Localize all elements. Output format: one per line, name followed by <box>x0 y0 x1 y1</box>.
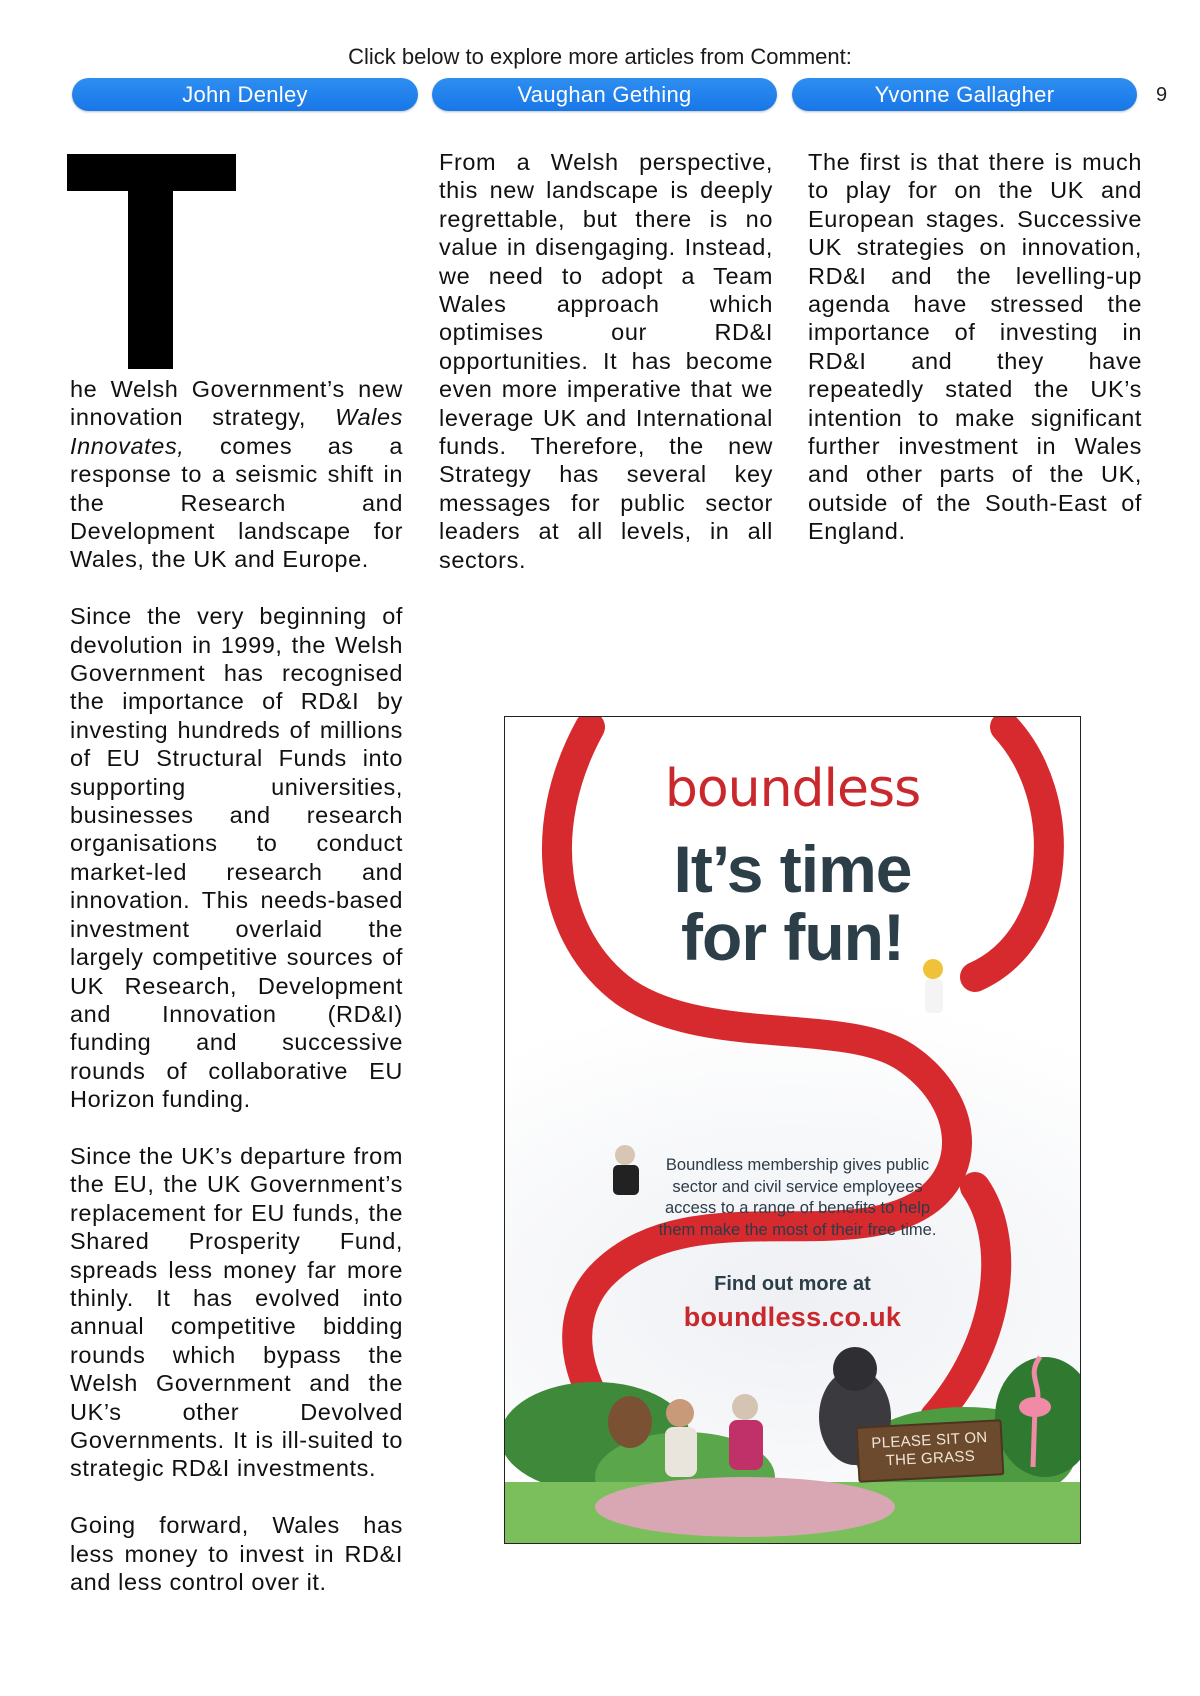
strategy-title: Wales Innovates, <box>70 404 403 459</box>
article-paragraph-3: Since the UK’s departure from the EU, the UK Government’s replacement for EU funds, the Shared Prosperity Fund, spreads less money far more thinly. It has evolved into annual competitive bidding rounds which bypass the Welsh Government and the UK’s other Devolved Governments. It is ill-suited to strategic RD&I investments. <box>70 1142 403 1482</box>
article-column-1 <box>70 375 403 1625</box>
article-paragraph-6: The first is that there is much to play for on the UK and European stages. Successive UK strategies on innovation, RD&I and the levelling-up agenda have stressed the importance of investing in RD&I and they have repeatedly stated the UK’s intention to make significant further investment in Wales and other parts of the UK, outside of the South-East of England. <box>808 149 1142 545</box>
advert-find-out: Find out more at <box>714 1273 871 1295</box>
advert-headline-line1: It’s time <box>673 832 912 906</box>
article-column-2 <box>439 148 773 602</box>
article-paragraph-4: Going forward, Wales has less money to invest in RD&I and less control over it. <box>70 1512 403 1596</box>
advert-headline <box>505 832 1080 974</box>
paragraph-1-end: comes as a response to a seismic shift in the Research and Development landscape for Wales, the UK and Europe. <box>70 432 403 573</box>
advert-body-text: Boundless membership gives public sector and civil service employees access to a range of benefits to help them make the most of their free time. <box>658 1156 937 1239</box>
grass-sign <box>856 1419 1005 1483</box>
article-link-yvonne-gallagher[interactable]: Yvonne Gallagher <box>792 78 1137 111</box>
article-link-vaughan-gething[interactable]: Vaughan Gething <box>432 78 777 111</box>
article-paragraph-5: From a Welsh perspective, this new landscape is deeply regrettable, but there is no value in disengaging. Instead, we need to adopt a Team Wales approach which optimises our RD&I opportunities. It has become even more imperative that we leverage UK and International funds. Therefore, the new Strategy has several key messages for public sector leaders at all levels, in all sectors. <box>439 149 773 573</box>
explore-prompt: Click below to explore more articles from Comment: <box>348 44 852 69</box>
page-number: 9 <box>1156 84 1168 106</box>
article-column-3 <box>808 148 1142 574</box>
paragraph-1-start: he Welsh Government’s new innovation strategy, <box>70 376 403 431</box>
drop-cap-letter <box>66 130 67 131</box>
article-paragraph-2: Since the very beginning of devolution in 1999, the Welsh Government has recognised the importance of RD&I by investing hundreds of millions of EU Structural Funds into supporting universities, businesses and research organisations to conduct market-led research and innovation. This needs-based investment overlaid the largely competitive sources of UK Research, Development and Innovation (RD&I) funding and successive rounds of collaborative EU Horizon funding. <box>70 603 403 1113</box>
grass-sign-line1: PLEASE SIT ON <box>870 1428 988 1453</box>
advert-headline-line2: for fun! <box>681 900 904 974</box>
grass-sign-line2: THE GRASS <box>885 1447 976 1470</box>
advert-url-link[interactable]: boundless.co.uk <box>683 1302 902 1332</box>
article-paragraph-1 <box>70 375 403 574</box>
boundless-advert[interactable] <box>504 716 1081 1544</box>
article-link-john-denley[interactable]: John Denley <box>72 78 418 111</box>
boundless-logo: boundless <box>664 759 921 819</box>
drop-cap <box>66 130 241 375</box>
